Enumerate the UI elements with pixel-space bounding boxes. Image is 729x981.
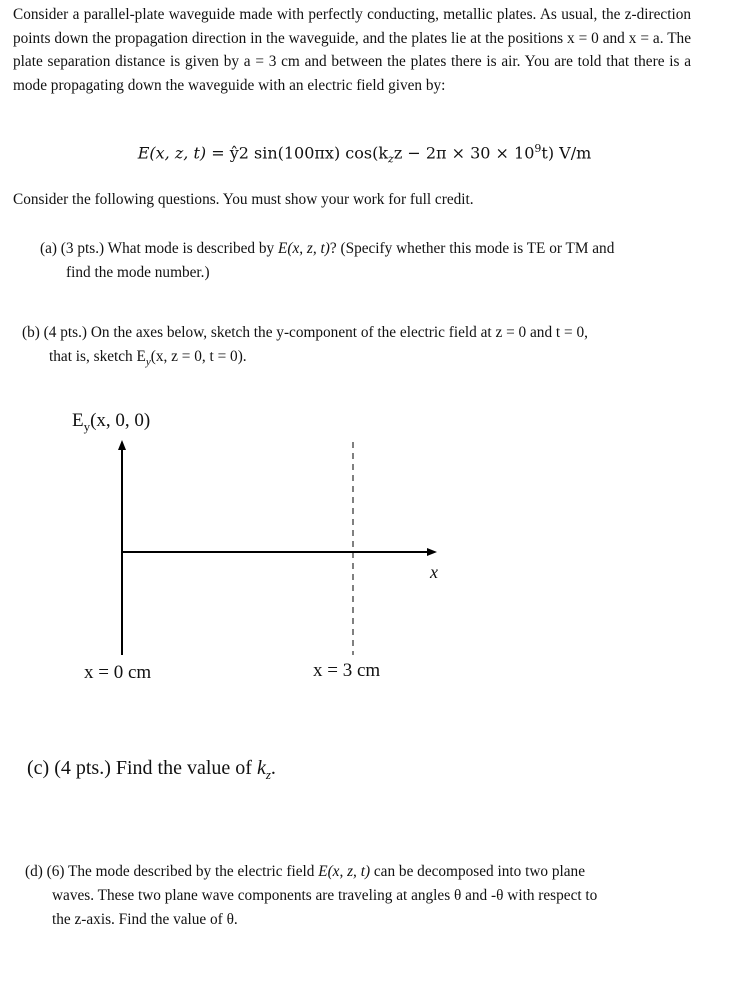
question-b-sub: y (145, 356, 151, 369)
equation-sub: z (388, 152, 394, 166)
question-a-part2: ? (Specify whether this mode is TE or TM and (329, 240, 615, 257)
question-a-line2: find the mode number.) (66, 264, 210, 281)
plot-y-label-rest: (x, 0, 0) (90, 410, 151, 431)
question-a-field: E(x, z, t) (278, 240, 330, 257)
question-b-line2b: (x, z = 0, t = 0). (150, 348, 247, 365)
question-b-line2: that is, sketch E (49, 348, 146, 365)
plot-y-label-e: E (72, 410, 84, 431)
question-d-part1: (d) (6) The mode described by the electric field (25, 863, 319, 880)
question-a-part1: (a) (3 pts.) What mode is described by (40, 240, 279, 257)
equation-rhs3: t) V/m (541, 143, 592, 163)
question-d-line3: the z-axis. Find the value of θ. (52, 911, 238, 928)
question-c-sub: z (265, 767, 271, 782)
question-b-line1: (b) (4 pts.) On the axes below, sketch the y-component of the electric field at z = 0 and t = 0, (22, 324, 588, 341)
y-axis-arrow (118, 440, 126, 450)
plot-y-label-sub: y (83, 418, 91, 434)
x-axis-arrow (427, 548, 437, 556)
equation-sup: 9 (534, 142, 542, 155)
instruction-text: Consider the following questions. You must show your work for full credit. (13, 191, 474, 208)
question-d-field: E(x, z, t) (318, 863, 371, 880)
question-d-part2: can be decomposed into two plane (370, 863, 585, 880)
question-c-end: . (270, 757, 276, 779)
equation-lhs: E(x, z, t) (137, 143, 207, 163)
equation-rhs: = ŷ2 sin(100πx) cos(k (211, 143, 389, 163)
question-c (27, 757, 276, 783)
intro-paragraph: Consider a parallel-plate waveguide made with perfectly conducting, metallic plates. As usual, the z-direction points down the propagation direction in the waveguide, and the plates lie at the positions x = 0 and x = a. The plate separation distance is given by a = 3 cm and between the plates there is air. You are told that there is a mode propagating down the waveguide with an electric field given by: (13, 6, 691, 94)
question-c-var: k (256, 757, 266, 779)
plot-x-right-label: x = 3 cm (313, 660, 381, 681)
plot-x-axis-label: x (430, 562, 438, 582)
plot-y-label (72, 410, 150, 435)
question-c-text: (c) (4 pts.) Find the value of (27, 757, 257, 779)
question-d-line2: waves. These two plane wave components are traveling at angles θ and -θ with respect to (52, 887, 598, 904)
equation-rhs2: z − 2π × 30 × 10 (393, 143, 535, 163)
plot-x-left-label: x = 0 cm (84, 662, 152, 683)
question-d (25, 860, 597, 932)
